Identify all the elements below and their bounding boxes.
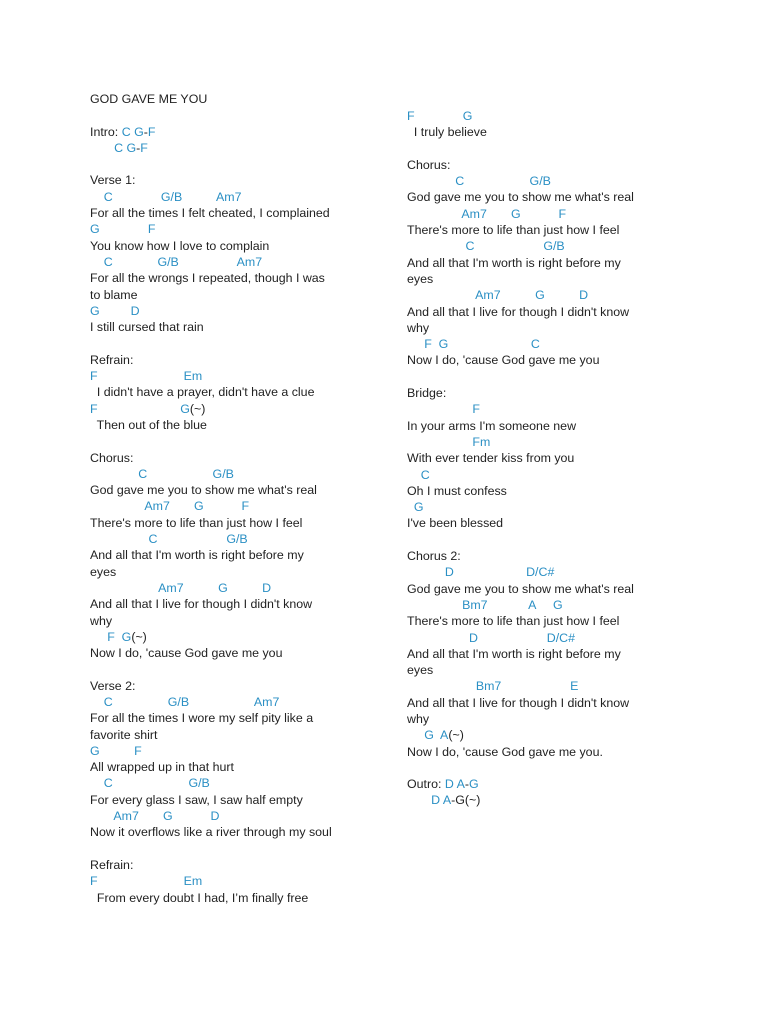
lyric-text: favorite shirt [90,727,158,742]
lyric-text: I've been blessed [407,516,504,531]
chord-text: A [456,777,465,792]
lyric-text: And all that I'm worth is right before my [407,646,621,661]
chord-text: Fm [407,434,491,449]
lyric-line [90,482,390,498]
lyric-line [90,287,390,303]
lyric-line [90,270,390,286]
right-column [407,108,707,809]
lyric-line [407,597,707,613]
lyric-line [90,531,390,547]
lyric-line [90,824,390,840]
lyric-text: - [464,777,469,792]
lyric-text: Refrain: [90,352,134,367]
lyric-line [407,662,707,678]
lyric-line [90,368,390,384]
lyric-text: There's more to life than just how I feel [407,614,620,629]
chord-text: C G/B [90,466,234,481]
lyric-line [407,320,707,336]
lyric-line [90,498,390,514]
lyric-text: In your arms I'm someone new [407,418,577,433]
lyric-text: Chorus 2: [407,549,461,564]
chord-text: C [114,140,124,155]
lyric-text: Now I do, 'cause God gave me you [90,646,283,661]
blank-line [407,141,707,157]
lyric-line [407,173,707,189]
lyric-text: to blame [90,287,138,302]
lyric-line [90,792,390,808]
lyric-text: All wrapped up in that hurt [90,760,234,775]
lyric-text: God gave me you to show me what's real [407,581,634,596]
lyric-line [90,596,390,612]
chord-text: A [442,793,452,808]
lyric-text: (~) [189,401,206,416]
chord-text: F G C [407,337,540,352]
blank-line [90,841,390,857]
lyric-line [90,694,390,710]
lyric-line [407,727,707,743]
lyric-text: God gave me you to show me what's real [407,190,634,205]
chord-text: Bm7 E [407,679,579,694]
lyric-line [90,221,390,237]
lyric-line [90,189,390,205]
lyric-line [90,384,390,400]
lyric-text: Chorus: [407,157,451,172]
lyric-line [407,304,707,320]
lyric-line [90,743,390,759]
chord-text: C G/B Am7 [90,694,280,709]
lyric-line [407,287,707,303]
lyric-line [407,450,707,466]
lyric-line [407,222,707,238]
lyric-line [90,254,390,270]
blank-line [90,156,390,172]
lyric-text: eyes [407,271,434,286]
chord-text: Am7 G F [407,206,567,221]
lyric-text: And all that I live for though I didn't know [90,597,313,612]
lyric-line [90,238,390,254]
lyric-text: -G(~) [451,793,481,808]
lyric-line [407,548,707,564]
chord-text: F [140,140,148,155]
chord-text: C G/B Am7 [90,189,242,204]
lyric-text: Outro: [407,777,445,792]
lyric-text: Refrain: [90,857,134,872]
lyric-line [90,466,390,482]
lyric-line [90,205,390,221]
lyric-line [407,418,707,434]
lyric-line [407,238,707,254]
chord-text: C G/B Am7 [90,254,263,269]
chord-text: F Em [90,874,203,889]
lyric-line [90,890,390,906]
lyric-line [407,108,707,124]
lyric-text: - [143,124,148,139]
lyric-text: why [407,711,430,726]
lyric-line [90,417,390,433]
lyric-line [90,450,390,466]
blank-line [407,369,707,385]
chord-text: G [469,777,479,792]
lyric-line [407,564,707,580]
lyric-line [407,467,707,483]
lyric-line [407,401,707,417]
lyric-line [90,515,390,531]
lyric-line [90,775,390,791]
lyric-text: Chorus: [90,450,134,465]
lyric-line [90,873,390,889]
lyric-line [90,613,390,629]
lyric-line [90,547,390,563]
lyric-line [407,792,707,808]
lyric-text: And all that I live for though I didn't know [407,304,630,319]
lyric-text: And all that I'm worth is right before my [90,548,304,563]
lyric-line [90,564,390,580]
chord-text: Am7 G F [90,499,250,514]
lyric-line [407,255,707,271]
lyric-text: I still cursed that rain [90,320,204,335]
chord-text: D D/C# [407,630,575,645]
lyric-text: why [90,613,113,628]
chord-text: C [121,124,131,139]
lyric-text [407,793,431,807]
lyric-text: Oh I must confess [407,483,507,498]
chord-text: Am7 G D [90,809,220,824]
blank-line [90,107,390,123]
lyric-text: (~) [131,629,147,644]
lyric-text: For all the times I felt cheated, I complained [90,206,330,221]
lyric-text: why [407,320,430,335]
lyric-line [90,580,390,596]
lyric-text: - [136,140,141,155]
lyric-text: Now I do, 'cause God gave me you [407,353,600,368]
chord-text: F Em [90,369,203,384]
chord-text: C G/B [90,532,248,547]
blank-line [407,760,707,776]
lyric-line [407,515,707,531]
chord-text: C G/B [90,776,210,791]
lyric-line [407,124,707,140]
lyric-line [90,808,390,824]
lyric-text: And all that I live for though I didn't know [407,695,630,710]
chord-text: G D [90,303,140,318]
lyric-line [407,695,707,711]
lyric-line [90,352,390,368]
lyric-line [90,140,390,156]
chord-text: F G [90,401,190,416]
lyric-text: And all that I'm worth is right before my [407,255,621,270]
lyric-line [407,711,707,727]
chord-text: G F [90,743,142,758]
lyric-text: I truly believe [407,125,487,140]
lyric-text: eyes [407,663,434,678]
lyric-text: Verse 1: [90,173,136,188]
chord-text: C [407,467,430,482]
chord-text: C G/B [407,239,565,254]
chord-text: F [147,124,156,139]
chord-text: Bm7 A G [407,597,563,612]
lyric-text: You know how I love to complain [90,238,270,253]
lyric-text: From every doubt I had, I’m finally free [90,890,309,905]
chord-text: D D/C# [407,565,555,580]
blank-line [407,532,707,548]
lyric-line [407,189,707,205]
lyric-line [407,499,707,515]
lyric-line [90,319,390,335]
lyric-line [407,271,707,287]
chord-text: G [126,140,137,155]
lyric-line [90,91,390,107]
lyric-line [407,776,707,792]
lyric-text: With ever tender kiss from you [407,451,575,466]
lyric-text: God gave me you to show me what's real [90,483,317,498]
chord-text: Am7 G D [90,580,272,595]
lyric-text: GOD GAVE ME YOU [90,92,208,106]
lyric-text: Then out of the blue [90,417,207,432]
lyric-text: For every glass I saw, I saw half empty [90,792,303,807]
lyric-text: There's more to life than just how I feel [407,223,620,238]
lyric-text: For all the wrongs I repeated, though I was [90,271,325,286]
chord-text: Am7 G D [407,288,589,303]
lyric-text: Verse 2: [90,678,136,693]
lyric-line [407,744,707,760]
lyric-line [407,336,707,352]
left-column [90,91,390,906]
lyric-line [90,645,390,661]
lyric-line [407,434,707,450]
lyric-line [90,710,390,726]
chord-text: D [431,793,441,808]
lyric-line [407,157,707,173]
lyric-line [407,646,707,662]
lyric-line [407,385,707,401]
lyric-text: (~) [448,728,464,743]
chord-text: F G [90,629,132,644]
lyric-line [90,727,390,743]
lyric-line [90,172,390,188]
lyric-text: I didn't have a prayer, didn't have a clue [90,385,315,400]
lyric-text [90,141,114,155]
lyric-line [407,613,707,629]
lyric-text: Intro: [90,124,122,139]
blank-line [90,661,390,677]
blank-line [90,433,390,449]
lyric-text: Now I do, 'cause God gave me you. [407,744,603,759]
chord-text: F G [407,109,473,123]
chord-text: G A [407,728,449,743]
lyric-line [90,759,390,775]
chord-text: G F [90,222,156,237]
chord-text: F [407,402,480,417]
lyric-line [407,483,707,499]
chord-text: C G/B [407,174,551,189]
lyric-line [90,303,390,319]
lyric-line [90,678,390,694]
lyric-line [407,581,707,597]
lyric-text: Now it overflows like a river through my soul [90,825,332,840]
lyric-text: For all the times I wore my self pity like a [90,711,314,726]
chord-text: G [407,500,424,515]
lyric-line [90,857,390,873]
lyric-line [90,401,390,417]
lyric-line [90,629,390,645]
lyric-line [90,124,390,140]
lyric-line [407,352,707,368]
lyric-text: Bridge: [407,386,447,401]
lyric-text: There's more to life than just how I feel [90,515,303,530]
lyric-line [407,206,707,222]
lyric-line [407,678,707,694]
blank-line [90,335,390,351]
chord-text: D [444,777,454,792]
lyric-text: eyes [90,564,117,579]
chord-text: G [134,124,144,139]
lyric-line [407,630,707,646]
